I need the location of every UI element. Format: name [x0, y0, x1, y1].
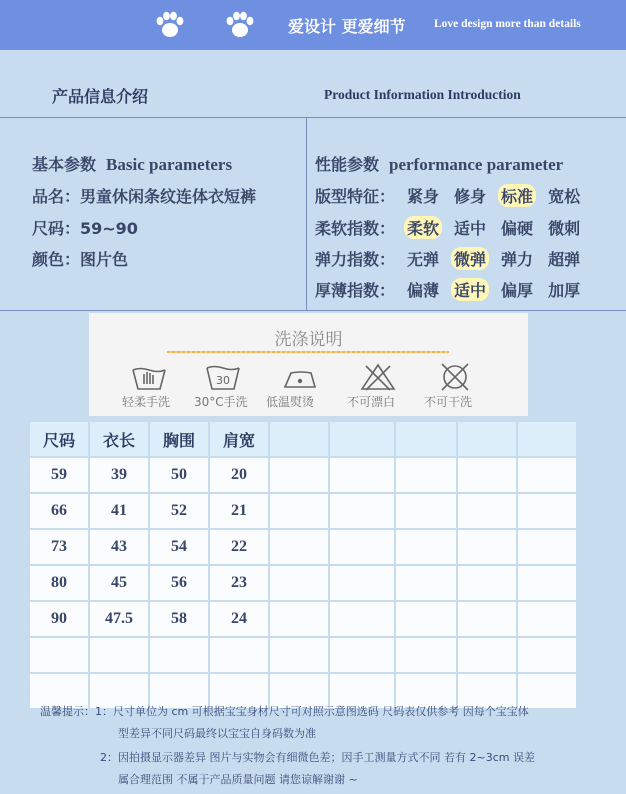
table-cell	[517, 565, 577, 601]
table-cell	[329, 565, 395, 601]
table-header-cell	[457, 421, 517, 457]
table-cell	[329, 637, 395, 673]
performance-label: 弹力指数：	[315, 250, 396, 269]
table-cell: 47.5	[89, 601, 149, 637]
table-row	[29, 493, 577, 529]
performance-option: 弹力	[501, 250, 534, 269]
performance-option: 超弹	[548, 250, 581, 269]
performance-option: 偏厚	[501, 281, 534, 300]
table-cell: 73	[29, 529, 89, 565]
performance-row	[315, 216, 583, 239]
table-cell: 50	[149, 457, 209, 493]
table-header-cell	[395, 421, 457, 457]
paw-icon	[154, 11, 186, 39]
table-cell	[329, 493, 395, 529]
basic-title-cn: 基本参数	[32, 155, 97, 174]
table-cell: 56	[149, 565, 209, 601]
table-header-cell	[329, 421, 395, 457]
table-cell	[457, 637, 517, 673]
table-cell: 90	[29, 601, 89, 637]
table-cell	[89, 637, 149, 673]
table-cell	[457, 457, 517, 493]
performance-title-cn: 性能参数	[315, 155, 380, 174]
table-row	[29, 529, 577, 565]
table-cell	[517, 457, 577, 493]
table-cell: 21	[209, 493, 269, 529]
note-1	[40, 703, 529, 719]
table-cell	[395, 457, 457, 493]
table-cell	[517, 529, 577, 565]
table-cell	[457, 493, 517, 529]
product-size: 尺码：59~90	[32, 219, 138, 238]
table-cell	[209, 637, 269, 673]
table-cell: 52	[149, 493, 209, 529]
section-title-cn: 产品信息介绍	[52, 87, 149, 106]
svg-text:30: 30	[216, 374, 230, 387]
performance-title	[315, 152, 563, 175]
performance-option: 偏薄	[407, 281, 440, 300]
wash-label: 不可干洗	[424, 395, 473, 409]
table-cell	[29, 637, 89, 673]
note-2-cont: 属合理范围 不属于产品质量问题 请您谅解谢谢 ~	[118, 773, 358, 786]
table-cell: 43	[89, 529, 149, 565]
wash-label: 低温熨烫	[266, 395, 315, 409]
note-number: 2：	[100, 751, 118, 764]
table-cell	[269, 529, 329, 565]
divider	[0, 117, 626, 118]
product-name: 品名：男童休闲条纹连体衣短裤	[32, 187, 257, 206]
size-table	[28, 420, 578, 710]
slogan-cn: 爱设计 更爱细节	[288, 17, 406, 36]
table-cell	[395, 529, 457, 565]
table-row	[29, 457, 577, 493]
note-prefix: 温馨提示：	[40, 705, 95, 718]
table-cell	[329, 457, 395, 493]
table-cell: 23	[209, 565, 269, 601]
performance-option: 无弹	[407, 250, 440, 269]
table-cell	[517, 637, 577, 673]
basic-title	[32, 152, 232, 175]
table-cell: 80	[29, 565, 89, 601]
hand-wash-icon	[130, 362, 168, 392]
wash-label: 轻柔手洗	[122, 395, 171, 409]
table-cell	[269, 457, 329, 493]
table-cell	[395, 637, 457, 673]
performance-option: 宽松	[548, 187, 581, 206]
iron-low-icon	[281, 362, 319, 392]
table-row	[29, 601, 577, 637]
performance-option: 偏硬	[501, 219, 534, 238]
no-bleach-icon	[359, 362, 397, 392]
table-cell: 66	[29, 493, 89, 529]
wash-label: 30°C手洗	[194, 395, 248, 409]
wash-divider	[167, 351, 449, 353]
performance-option: 适中	[454, 219, 487, 238]
performance-option-selected: 适中	[451, 278, 489, 301]
table-cell: 54	[149, 529, 209, 565]
table-cell	[269, 601, 329, 637]
table-cell	[517, 601, 577, 637]
wash-label: 不可漂白	[347, 395, 396, 409]
table-cell	[457, 601, 517, 637]
table-cell: 59	[29, 457, 89, 493]
table-cell	[269, 565, 329, 601]
performance-option: 微刺	[548, 219, 581, 238]
table-cell: 22	[209, 529, 269, 565]
table-cell: 45	[89, 565, 149, 601]
performance-row	[315, 247, 583, 270]
no-dry-clean-icon	[436, 362, 474, 392]
divider-vertical	[306, 117, 307, 310]
wash-title: 洗涤说明	[274, 330, 343, 350]
performance-option: 修身	[454, 187, 487, 206]
performance-option: 紧身	[407, 187, 440, 206]
table-header-cell: 胸围	[149, 421, 209, 457]
table-cell	[329, 601, 395, 637]
table-cell	[457, 529, 517, 565]
table-row	[29, 565, 577, 601]
table-cell: 24	[209, 601, 269, 637]
basic-title-en: Basic parameters	[106, 155, 233, 174]
table-cell	[269, 493, 329, 529]
section-title-en: Product Information Introduction	[324, 87, 521, 102]
table-cell: 20	[209, 457, 269, 493]
table-row	[29, 637, 577, 673]
performance-option-selected: 标准	[498, 184, 536, 207]
slogan-en: Love design more than details	[434, 18, 581, 30]
note-text: 尺寸单位为 cm 可根据宝宝身材尺寸可对照示意图选码 尺码表仅供参考 因每个宝宝体	[113, 705, 529, 718]
table-header-cell: 尺码	[29, 421, 89, 457]
table-cell	[149, 637, 209, 673]
performance-option-selected: 微弹	[451, 247, 489, 270]
performance-option-selected: 柔软	[404, 216, 442, 239]
table-cell	[329, 529, 395, 565]
performance-title-en: performance parameter	[389, 155, 564, 174]
paw-icon	[224, 11, 256, 39]
performance-label: 版型特征：	[315, 187, 396, 206]
table-cell	[395, 601, 457, 637]
table-cell	[517, 493, 577, 529]
table-cell	[457, 565, 517, 601]
table-header-row	[29, 421, 577, 457]
performance-row	[315, 184, 583, 207]
header-bar	[0, 0, 626, 50]
table-cell	[395, 493, 457, 529]
note-1-cont: 型差异不同尺码最终以宝宝自身码数为准	[118, 727, 316, 740]
table-cell: 39	[89, 457, 149, 493]
table-header-cell	[269, 421, 329, 457]
wash-30-icon	[204, 362, 242, 392]
performance-label: 柔软指数：	[315, 219, 396, 238]
note-2	[100, 749, 535, 765]
performance-row	[315, 278, 583, 301]
table-cell: 58	[149, 601, 209, 637]
table-cell	[395, 565, 457, 601]
table-header-cell: 衣长	[89, 421, 149, 457]
table-cell	[269, 637, 329, 673]
table-cell: 41	[89, 493, 149, 529]
table-header-cell	[517, 421, 577, 457]
table-header-cell: 肩宽	[209, 421, 269, 457]
note-text: 因拍摄显示器差异 图片与实物会有细微色差；因手工测量方式不同 若有 2~3cm 误差	[118, 751, 535, 764]
wash-instructions-panel	[89, 313, 528, 416]
performance-option: 加厚	[548, 281, 581, 300]
divider	[0, 310, 626, 311]
performance-label: 厚薄指数：	[315, 281, 396, 300]
product-color: 颜色：图片色	[32, 250, 129, 269]
note-number: 1：	[95, 705, 113, 718]
